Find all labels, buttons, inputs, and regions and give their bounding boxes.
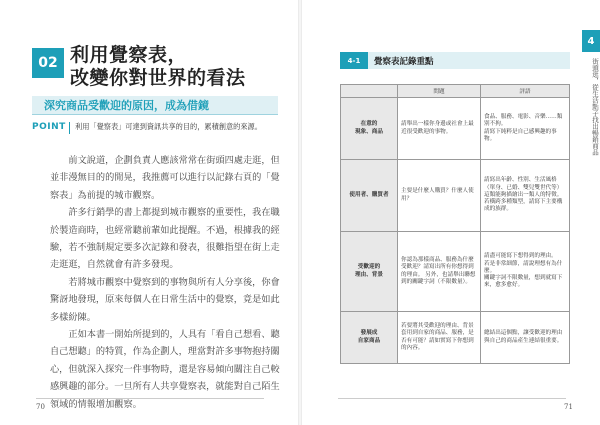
chapter-running-title: 街頭逛，從生活點子找出暢銷商品 <box>591 58 599 156</box>
section-title-line2: 改變你對世界的看法 <box>70 67 246 89</box>
row-category: 發展成 自家商品 <box>341 312 398 364</box>
section-number-badge: 02 <box>32 48 64 78</box>
paragraph: 正如本書一開始所提到的，人具有「看自己想看、聽自己想聽」的特質，作為企劃人，理當對許多事物抱持關心，但就深入探究一件事物時，還是容易傾向關注自己較感興趣的部分。一旦所有人共享覺察表，就能對自己陌生領域的情報增加觀察。 <box>50 329 280 410</box>
row-question: 主要是什麼人購買？什麼人使用？ <box>398 160 481 232</box>
paragraph: 許多行銷學的書上都提到城市觀察的重要性，我在職於製造商時，也經常聽前輩如此提醒。不過，根據我的經驗，若不強制規定要多次記錄和發表，很難指望在街上走走逛逛，自然就會有許多發現。 <box>50 207 280 271</box>
table-header-cell <box>341 85 398 98</box>
page-number-left: 70 <box>36 403 45 411</box>
table-caption: 覺察表記錄重點 <box>374 57 434 67</box>
table-header-bar <box>340 52 570 69</box>
row-category: 使用者、購買者 <box>341 160 398 232</box>
row-comment: 食品、服務、電影、音樂……類別不拘。 請寫下純粹是自己感興趣的事物。 <box>481 98 570 160</box>
footer-rule <box>36 398 264 399</box>
point-text: 利用「覺察表」可達到資訊共享的目的，累積創意的來源。 <box>75 122 262 131</box>
table-row <box>341 160 570 232</box>
point-label: POINT <box>32 122 66 132</box>
paragraph: 前文說道，企劃負責人應該常常在街頭四處走逛，但並非漫無目的的閒晃，我推薦可以進行以記錄右頁的「覺察表」為前提的城市觀察。 <box>50 155 280 201</box>
chapter-tab: 4 <box>582 30 600 52</box>
table-row <box>341 98 570 160</box>
observation-table <box>340 84 570 364</box>
page-number-right: 71 <box>564 403 573 411</box>
section-title-line1: 利用覺察表， <box>70 44 188 66</box>
table-header-cell: 評語 <box>481 85 570 98</box>
footer-rule <box>338 398 566 399</box>
point-box <box>32 121 282 137</box>
point-divider <box>69 122 70 134</box>
table-tag: 4-1 <box>340 52 368 69</box>
body-text <box>50 152 282 413</box>
right-page <box>302 0 600 425</box>
table-header-cell: 問題 <box>398 85 481 98</box>
section-subtitle: 深究商品受歡迎的原因，成為借鏡 <box>44 99 209 112</box>
row-comment: 總結出這個點，讓受歡迎的理由與自己的商品產生連結很重要。 <box>481 312 570 364</box>
row-category: 受歡迎的 理由、背景 <box>341 232 398 312</box>
row-question: 若要將其受歡迎的理由、背景套用到自家的商品、服務，是否有可能？請如實寫下你想到的內容。 <box>398 312 481 364</box>
table-row <box>341 232 570 312</box>
row-question: 請舉出一樣你身邊或社會上最近很受歡迎的事物。 <box>398 98 481 160</box>
row-question: 你認為那樣商品、服務為什麼受歡迎？請寫出所有你想得到的理由。 另外，也請舉出聯想到的關鍵字詞（不限數量）。 <box>398 232 481 312</box>
paragraph: 若將城市觀察中覺察到的事物與所有人分享後，你會驚訝地發現，原來每個人在日常生活中的覺察，竟是如此多樣紛陳。 <box>50 276 280 323</box>
table-header-row <box>341 85 570 98</box>
left-page <box>0 0 298 425</box>
table-row <box>341 312 570 364</box>
section-title <box>70 44 246 90</box>
row-comment: 請寫出年齡、性別、生活風格（單身、已婚、雙兒雙世代等）這類能夠描繪出一類人的特徵。 若橫跨多種類型，請寫下主要構成的族群。 <box>481 160 570 232</box>
row-category: 在意的 現象、商品 <box>341 98 398 160</box>
row-comment: 請盡可能寫下想得到的理由。 若是非常細節，請說理想有為什麼。 關鍵字詞不限數量，想到就寫下來，愈多愈好。 <box>481 232 570 312</box>
